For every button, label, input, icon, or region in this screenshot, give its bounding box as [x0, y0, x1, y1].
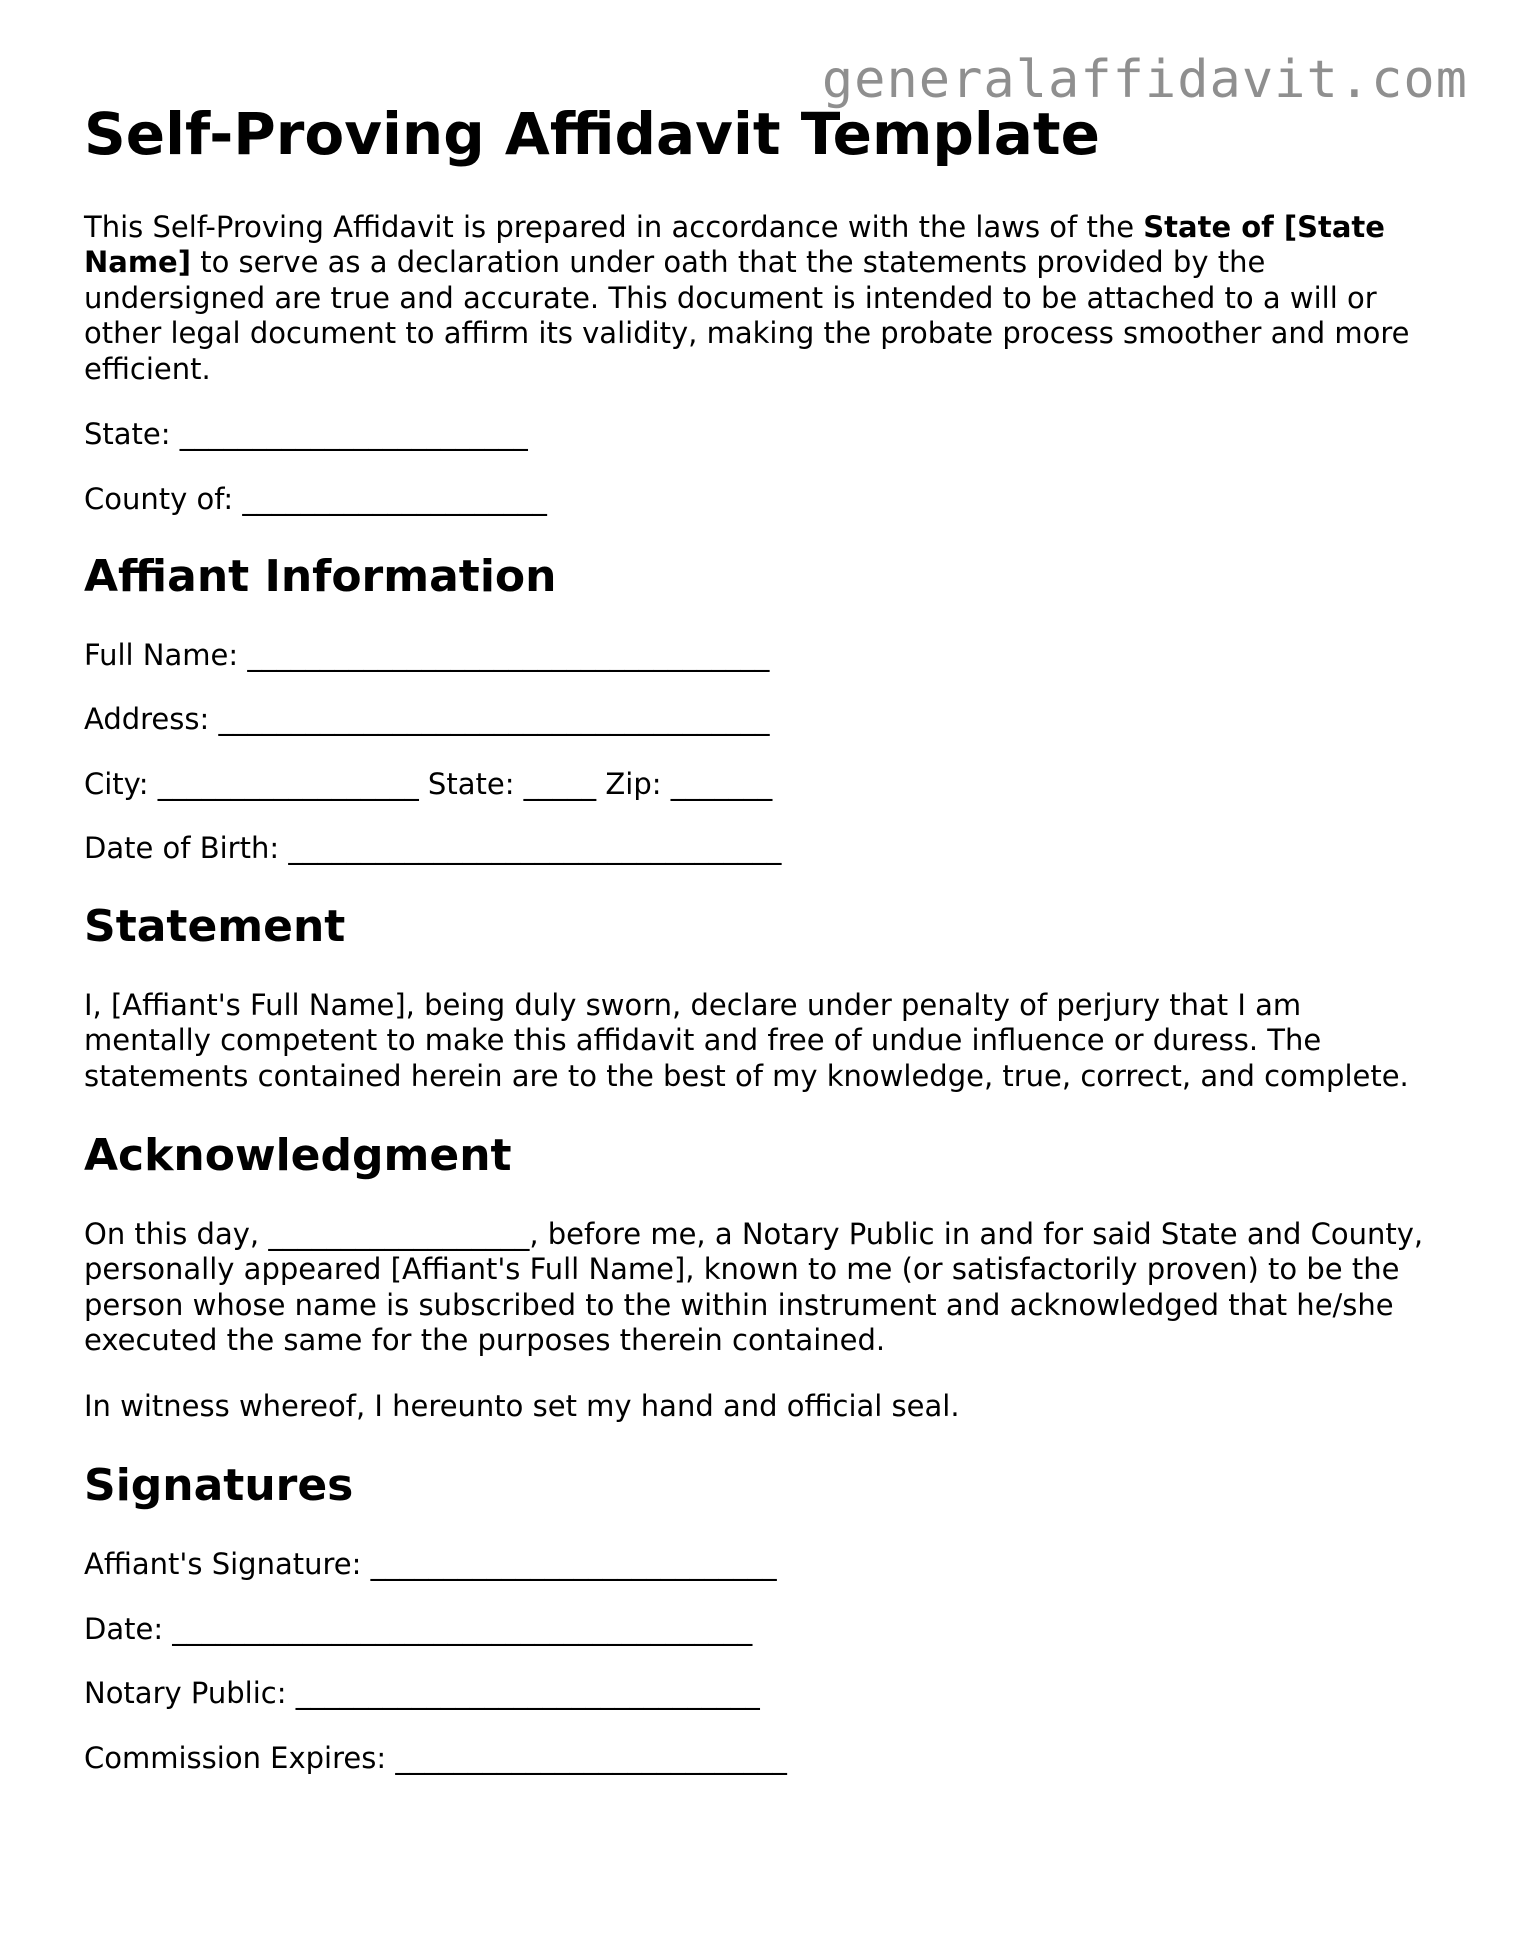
site-watermark: generalaffidavit.com [821, 50, 1468, 110]
notary-public-field[interactable]: Notary Public: ________________________________ [84, 1676, 760, 1711]
city-state-zip-field[interactable]: City: __________________ State: _____ Zip: _______ [84, 766, 773, 801]
affiant-information-heading: Affiant Information [84, 551, 557, 603]
intro-state-name: State of [State Name] [84, 209, 1385, 280]
acknowledgment-heading: Acknowledgment [84, 1130, 512, 1182]
full-name-field[interactable]: Full Name: ____________________________________ [84, 637, 770, 672]
intro-text-start: This Self-Proving Affidavit is prepared in accordance with the laws of the [84, 209, 1144, 244]
witness-text: In witness whereof, I hereunto set my hand and official seal. [84, 1388, 960, 1423]
commission-expires-field[interactable]: Commission Expires: ___________________________ [84, 1740, 787, 1775]
address-field[interactable]: Address: ______________________________________ [84, 702, 770, 737]
signature-date-field[interactable]: Date: ________________________________________ [84, 1611, 753, 1646]
intro-text-end: to serve as a declaration under oath that the statements provided by the undersigned are true and accurate. This document is intended to be attached to a will or other legal document to affirm its validity, making the probate process smoother and more efficient. [84, 245, 1410, 386]
page-title: Self-Proving Affidavit Template [84, 100, 1100, 168]
date-of-birth-field[interactable]: Date of Birth: __________________________________ [84, 831, 782, 866]
intro-paragraph [84, 210, 1430, 388]
county-field[interactable]: County of: _____________________ [84, 481, 547, 516]
affiant-signature-field[interactable]: Affiant's Signature: ____________________________ [84, 1547, 777, 1582]
document-body [84, 100, 1430, 1805]
signatures-heading: Signatures [84, 1460, 354, 1512]
statement-text: I, [Affiant's Full Name], being duly sworn, declare under penalty of perjury that I am mentally competent to make this affidavit and free of undue influence or duress. The statements contained herein are to the best of my knowledge, true, correct, and complete. [84, 987, 1409, 1093]
acknowledgment-text: On this day, __________________, before me, a Notary Public in and for said State and County, personally appeared [Affiant's Full Name], known to me (or satisfactorily proven) to be the person whose name is subscribed to the within instrument and acknowledged that he/she executed the same for the purposes therein contained. [84, 1216, 1424, 1358]
state-field[interactable]: State: ________________________ [84, 417, 528, 452]
statement-heading: Statement [84, 900, 346, 952]
